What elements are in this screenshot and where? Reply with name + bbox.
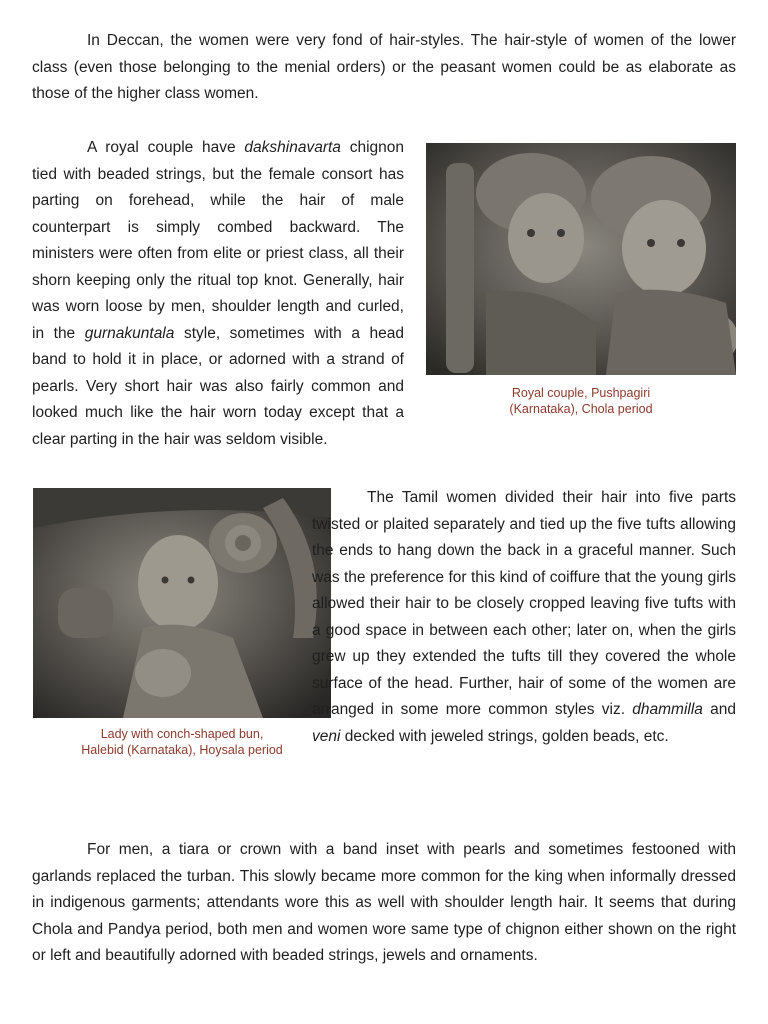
term-veni: veni bbox=[312, 727, 341, 745]
royal-couple-photo bbox=[426, 143, 736, 375]
conch-bun-lady-photo bbox=[33, 488, 331, 718]
royal-couple-caption: Royal couple, Pushpagiri (Karnataka), Chola period bbox=[509, 386, 653, 416]
paragraph-deccan-hairstyles: In Deccan, the women were very fond of hair-styles. The hair-style of women of the lower class (even those belonging to the menial orders) or the peasant women could be as elaborate as those of the higher class women. bbox=[32, 32, 736, 102]
term-gurnakuntala: gurnakuntala bbox=[84, 324, 175, 342]
term-dakshinavarta: dakshinavarta bbox=[244, 139, 341, 156]
conch-bun-lady-caption: Lady with conch-shaped bun, Halebid (Karnataka), Hoysala period bbox=[81, 727, 283, 757]
royal-couple-sculpture-image bbox=[426, 143, 736, 375]
paragraph-royal-couple: A royal couple have dakshinavarta chignon tied with beaded strings, but the female consort has parting on forehead, while the hair of male counterpart is simply combed backward. The ministers were often from elite or priest class, all their shorn keeping only the ritual top knot. Generally, hair was worn loose by men, shoulder length and curled, in the gurnakuntala style, sometimes with a head band to hold it in place, or adorned with a strand of pearls. Very short hair was also fairly common and looked much like the hair worn today except that a clear parting in the hair was seldom visible. bbox=[32, 135, 736, 453]
paragraph-men-tiara: For men, a tiara or crown with a band inset with pearls and sometimes festooned with garlands replaced the turban. This slowly became more common for the king when informally dressed in indigenous garments; attendants wore this as well with shoulder length hair. It seems that during Chola and Pandya period, both men and women wore same type of chignon either shown on the right or left and beautifully adorned with beaded strings, jewels and ornaments. bbox=[32, 841, 736, 964]
paragraph-tamil-women: The Tamil women divided their hair into five parts twisted or plaited separately and tied up the five tufts allowing the ends to hang down the back in a graceful manner. Such was the preference for this kind of coiffure that the young girls allowed their hair to be closely cropped leaving five tufts with a good space in between each other; later on, when the girls grew up they extended the tufts till they covered the whole surface of the head. Further, hair of some of the women are arranged in some more common styles viz. dhammilla and veni decked with jeweled strings, golden beads, etc. bbox=[312, 489, 736, 745]
term-dhammilla: dhammilla bbox=[632, 701, 703, 718]
conch-bun-lady-sculpture-image bbox=[33, 488, 331, 718]
